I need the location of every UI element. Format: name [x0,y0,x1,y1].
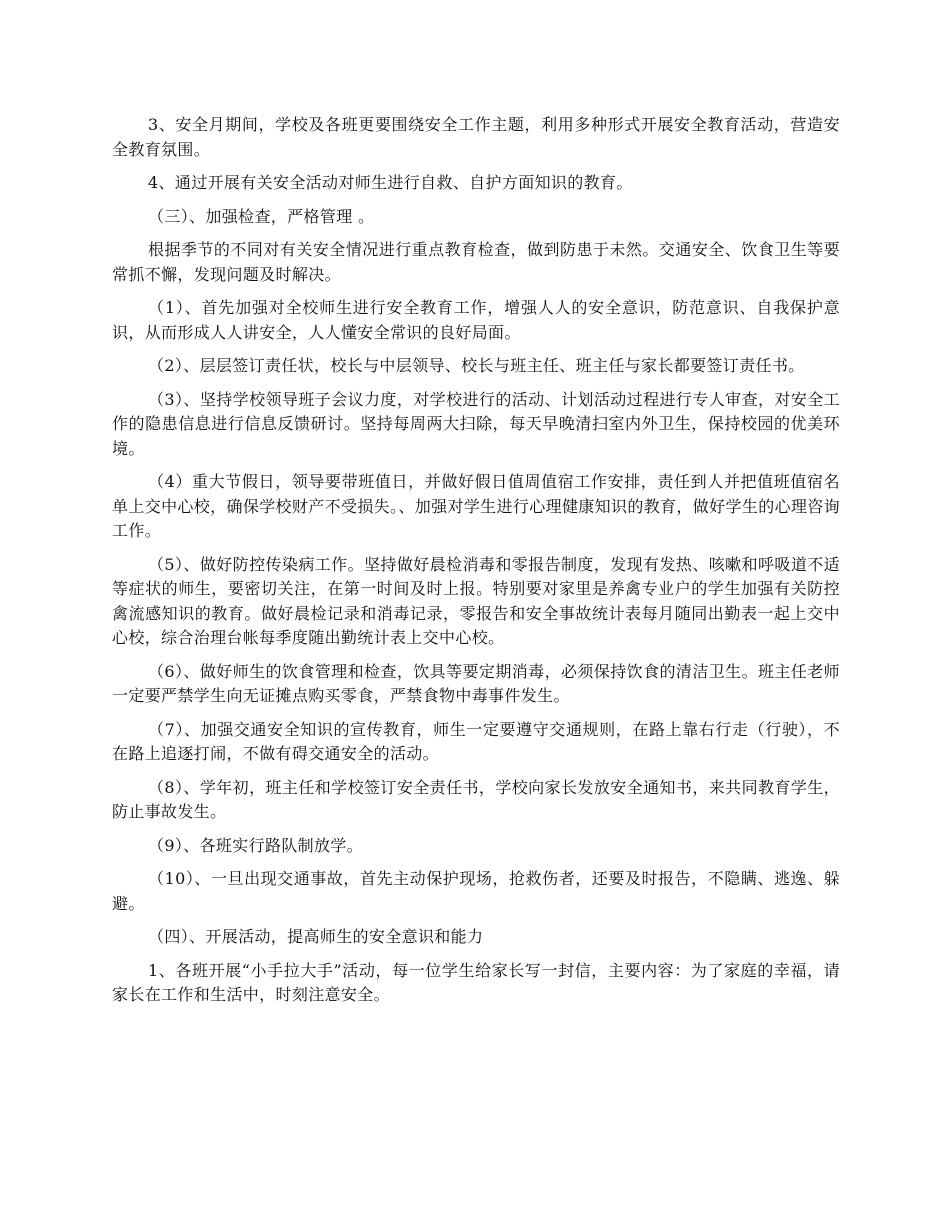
list-item-3: （3）、坚持学校领导班子会议力度，对学校进行的活动、计划活动过程进行专人审查，对安全工作的隐患信息进行信息反馈研讨。坚持每周两大扫除，每天早晚清扫室内外卫生，保持校园的优美环境。 [112,389,840,458]
list-item-10: （10）、一旦出现交通事故，首先主动保护现场，抢救伤者，还要及时报告，不隐瞒、逃逸、躲避。 [112,869,840,913]
list-item-2: （2）、层层签订责任状，校长与中层领导、校长与班主任、班主任与家长都要签订责任书。 [148,356,805,375]
list-item-1: （1）、首先加强对全校师生进行安全教育工作，增强人人的安全意识，防范意识、自我保护意识，从而形成人人讲安全，人人懂安全常识的良好局面。 [112,298,840,342]
paragraph-seasonal-inspection: 根据季节的不同对有关安全情况进行重点教育检查，做到防患于未然。交通安全、饮食卫生等要常抓不懈，发现问题及时解决。 [112,240,840,284]
paragraph-1-letter-activity: 1、各班开展“小手拉大手”活动，每一位学生给家长写一封信，主要内容：为了家庭的幸福，请家长在工作和生活中，时刻注意安全。 [112,960,840,1004]
section-heading-3: （三）、加强检查，严格管理 。 [148,206,375,226]
paragraph-4-self-rescue: 4、通过开展有关安全活动对师生进行自救、自护方面知识的教育。 [148,173,633,192]
list-item-5: （5）、做好防控传染病工作。坚持做好晨检消毒和零报告制度，发现有发热、咳嗽和呼吸道不适等症状的师生，要密切关注，在第一时间及时上报。特别要对家里是养禽专业户的学生加强有关防控禽流感知识的教育。做好晨检记录和消毒记录，零报告和安全事故统计表每月随同出勤表一起上交中心校，综合治理台帐每季度随出勤统计表上交中心校。 [112,554,840,647]
paragraph-3-safety-month: 3、安全月期间，学校及各班更要围绕安全工作主题，利用多种形式开展安全教育活动，营造安全教育氛围。 [112,115,840,159]
list-item-4: （4）重大节假日，领导要带班值日，并做好假日值周值宿工作安排，责任到人并把值班值宿名单上交中心校，确保学校财产不受损失。、加强对学生进行心理健康知识的教育，做好学生的心理咨询工作。 [112,472,840,540]
section-heading-4: （四）、开展活动，提高师生的安全意识和能力 [148,927,484,946]
list-item-8: （8）、学年初，班主任和学校签订安全责任书，学校向家长发放安全通知书，来共同教育学生，防止事故发生。 [112,777,840,821]
list-item-6: （6）、做好师生的饮食管理和检查，饮具等要定期消毒，必须保持饮食的清洁卫生。班主任老师一定要严禁学生向无证摊点购买零食，严禁食物中毒事件发生。 [112,661,840,705]
list-item-9: （9）、各班实行路队制放学。 [148,835,364,855]
list-item-7: （7）、加强交通安全知识的宣传教育，师生一定要遵守交通规则，在路上靠右行走（行驶），不在路上追逐打闹，不做有碍交通安全的活动。 [112,719,840,763]
document-page [112,113,840,1017]
